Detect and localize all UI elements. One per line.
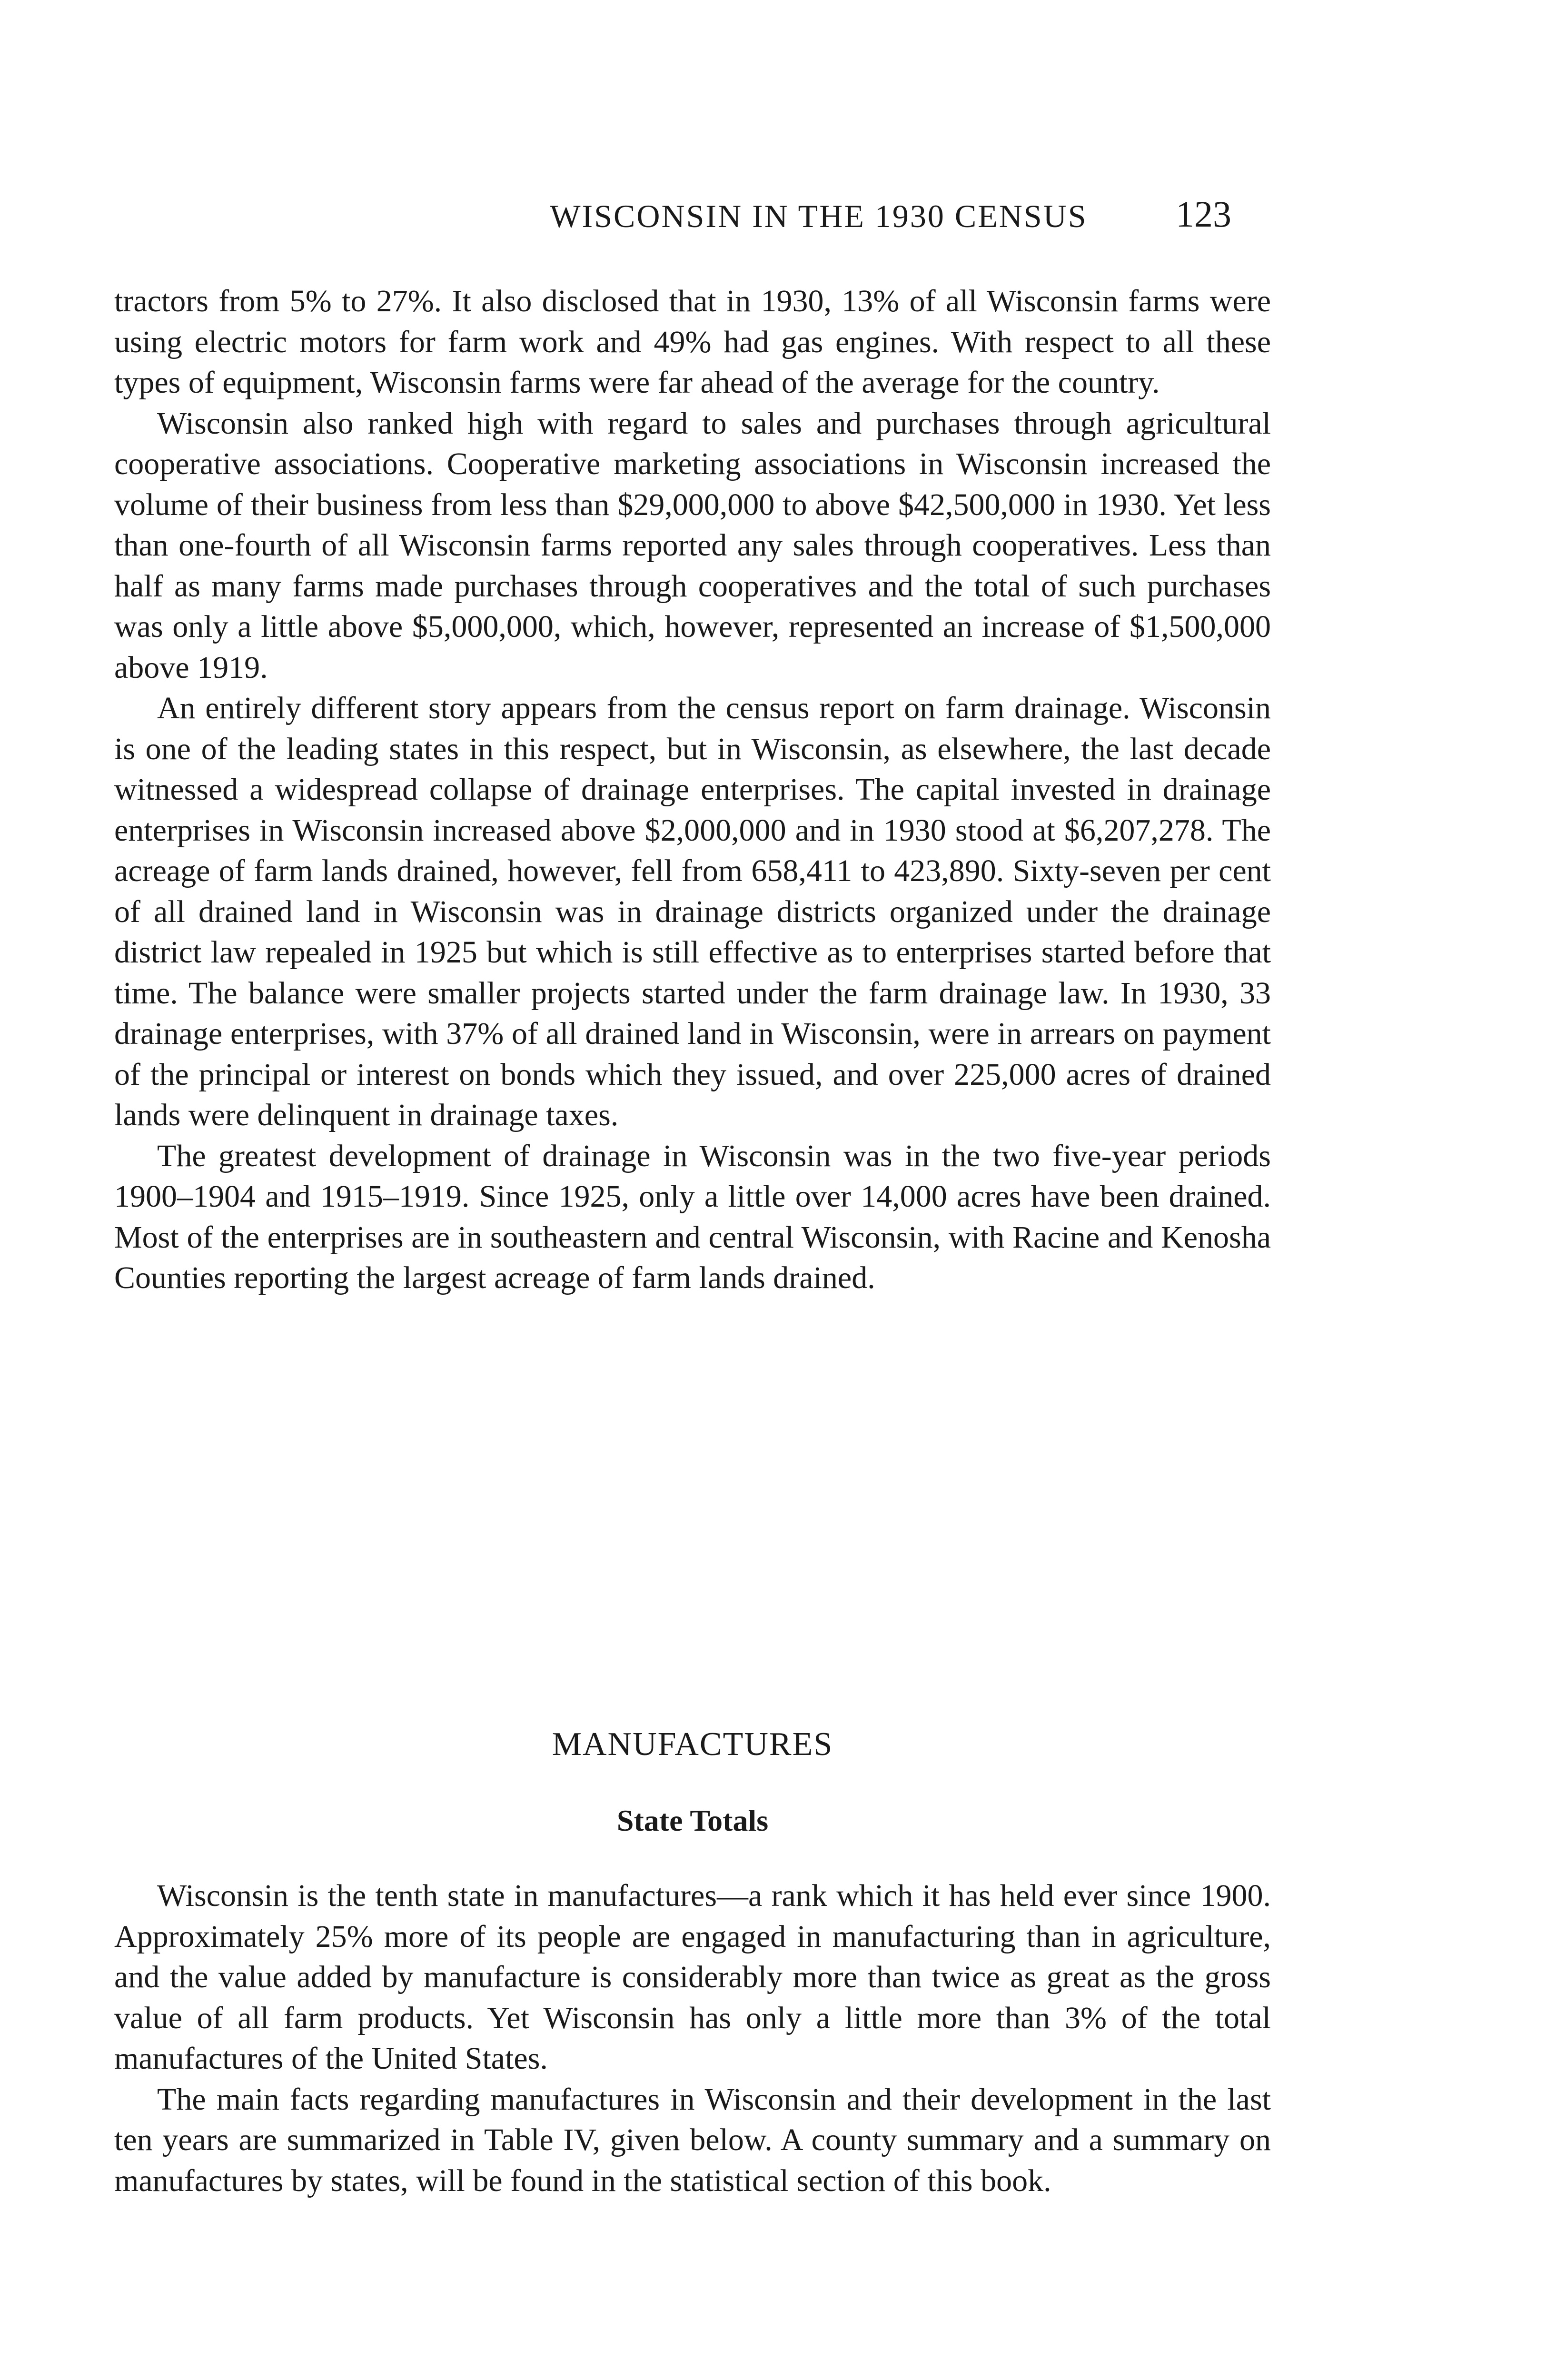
page-number: 123 <box>1176 193 1231 235</box>
paragraph-drainage: An entirely different story appears from the census report on farm drainage. Wisconsin is one of the leading states in this respect, but in Wisconsin, as elsewhere, the last decade witnessed a widespread collapse of drainage enterprises. The capital invested in drainage enterprises in Wisconsin increased above $2,000,000 and in 1930 stood at $6,207,278. The acreage of farm lands drained, however, fell from 658,411 to 423,890. Sixty-seven per cent of all drained land in Wisconsin was in drainage districts organized under the drainage district law repealed in 1925 but which is still effective as to enterprises started before that time. The balance were smaller projects started under the farm drainage law. In 1930, 33 drainage enterprises, with 37% of all drained land in Wisconsin, were in arrears on payment of the principal or interest on bonds which they issued, and over 225,000 acres of drained lands were delinquent in drainage taxes. <box>114 691 1271 1132</box>
section-heading-manufactures: MANUFACTURES <box>552 1726 833 1763</box>
running-title: WISCONSIN IN THE 1930 CENSUS <box>550 198 1088 234</box>
paragraph-cooperatives: Wisconsin also ranked high with regard to sales and purchases through agricultural cooperative associations. Cooperative marketing associations in Wisconsin increased the volume of their business from less than $29,000,000 to above $42,500,000 in 1930. Yet less than one-fourth of all Wisconsin farms reported any sales through cooperatives. Less than half as many farms made purchases through cooperatives and the total of such purchases was only a little above $5,000,000, which, however, represented an increase of $1,500,000 above 1919. <box>114 406 1271 685</box>
paragraph-farm-equipment: tractors from 5% to 27%. It also disclosed that in 1930, 13% of all Wisconsin farms were using electric motors for farm work and 49% had gas engines. With respect to all these types of equipment, Wisconsin farms were far ahead of the average for the country. <box>114 284 1271 400</box>
paragraph-drainage-development: The greatest development of drainage in Wisconsin was in the two five-year periods 1900–1904 and 1915–1919. Since 1925, only a little over 14,000 acres have been drained. Most of the enterprises are in southeastern and central Wisconsin, with Racine and Kenosha Counties reporting the largest acreage of farm lands drained. <box>114 1138 1271 1295</box>
body-text-manufactures <box>114 1875 1271 2201</box>
subheading-state-totals: State Totals <box>616 1804 769 1837</box>
paragraph-table-reference: The main facts regarding manufactures in Wisconsin and their development in the last ten years are summarized in Table IV, given below. A county summary and a summary on manufactures by states, will be found in the statistical section of this book. <box>114 2082 1271 2198</box>
paragraph-manufacturing-rank: Wisconsin is the tenth state in manufactures—a rank which it has held ever since 1900. Approximately 25% more of its people are engaged in manufacturing than in agriculture, and the value added by manufacture is considerably more than twice as great as the gross value of all farm products. Yet Wisconsin has only a little more than 3% of the total manufactures of the United States. <box>114 1878 1271 2076</box>
body-text-agriculture <box>114 281 1271 1299</box>
